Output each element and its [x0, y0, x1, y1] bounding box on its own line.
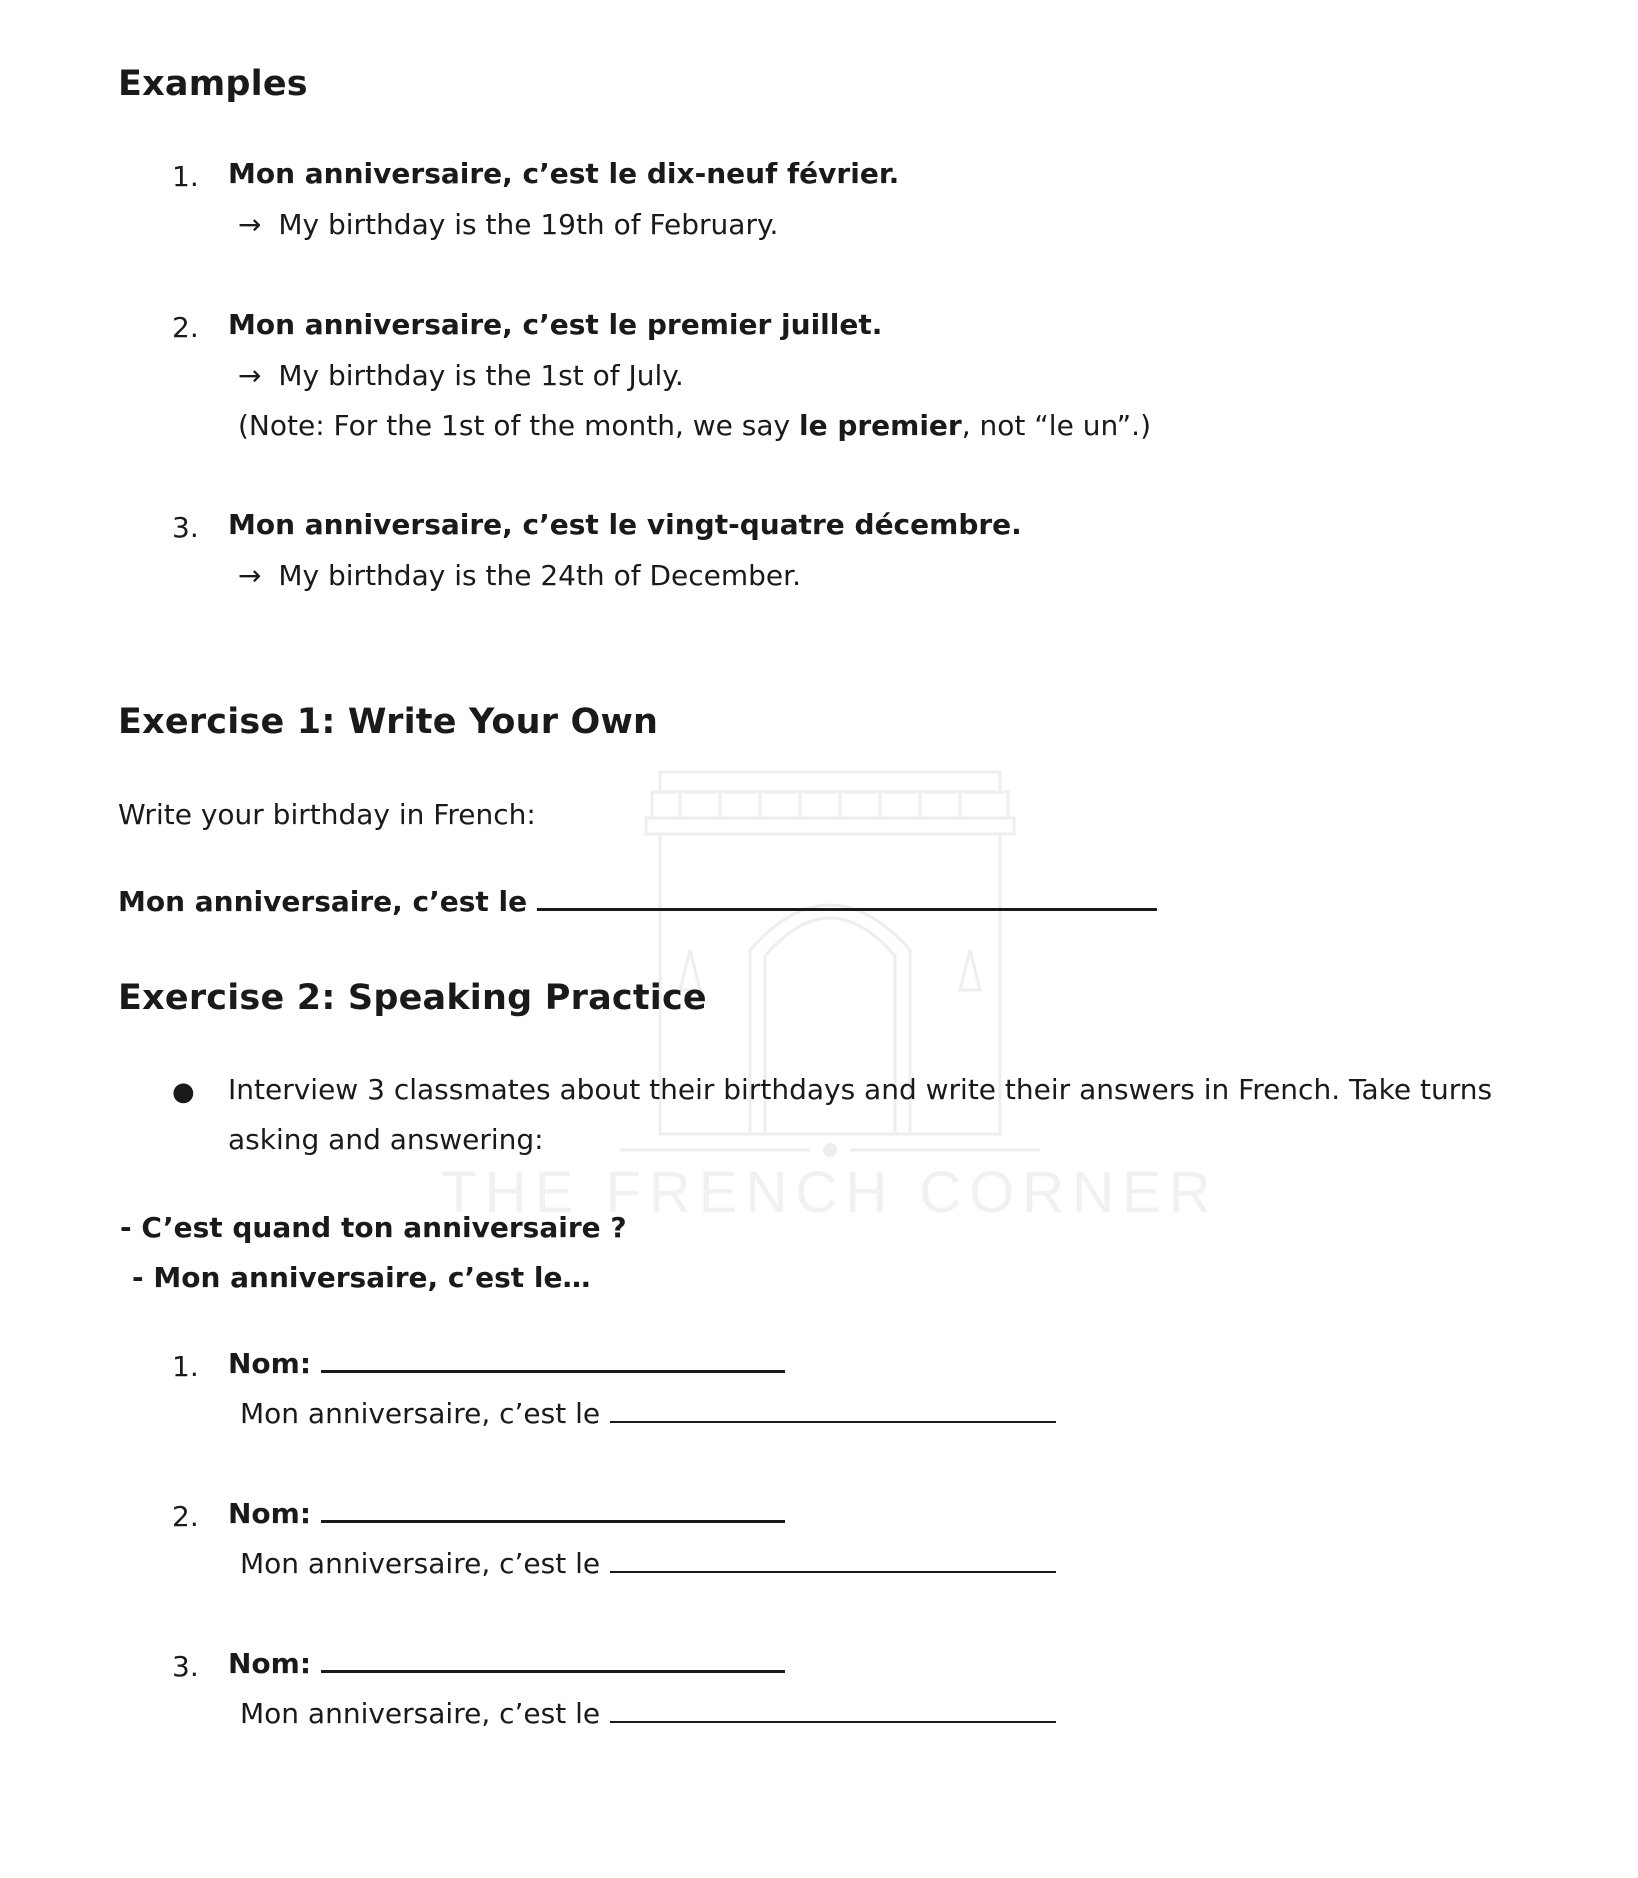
example-2-number: 2.: [172, 311, 199, 344]
exercise-1-instruction: Write your birthday in French:: [118, 798, 536, 831]
entry-2-number: 2.: [172, 1500, 199, 1533]
example-2-translation: [238, 359, 684, 392]
entry-1-nom: [228, 1347, 785, 1380]
example-2-note: [238, 409, 1151, 442]
bullet-icon: ●: [172, 1077, 195, 1107]
exercise-2-instruction-line-2: asking and answering:: [228, 1123, 544, 1156]
arrow-icon: →: [238, 559, 262, 592]
note-text-bold: le premier: [798, 409, 962, 442]
exercise-2-instruction-line-1: Interview 3 classmates about their birthdays and write their answers in French. Take turns: [228, 1073, 1493, 1106]
exercise-2-heading: Exercise 2: Speaking Practice: [118, 978, 707, 1018]
entry-1-nom-blank[interactable]: [321, 1350, 785, 1373]
entry-3-birthday: [240, 1697, 1056, 1730]
example-3-number: 3.: [172, 511, 199, 544]
entry-2-nom: [228, 1497, 785, 1530]
nom-label: Nom:: [228, 1497, 312, 1530]
note-text-after: , not “le un”.): [961, 409, 1151, 442]
birthday-prompt: Mon anniversaire, c’est le: [240, 1397, 601, 1430]
exercise-1-prompt: Mon anniversaire, c’est le: [118, 885, 528, 918]
entry-3-number: 3.: [172, 1650, 199, 1683]
birthday-prompt: Mon anniversaire, c’est le: [240, 1697, 601, 1730]
example-3-french: Mon anniversaire, c’est le vingt-quatre décembre.: [228, 508, 1022, 541]
examples-heading: Examples: [118, 64, 308, 104]
birthday-prompt: Mon anniversaire, c’est le: [240, 1547, 601, 1580]
example-1-translation: [238, 208, 778, 241]
example-3-translation: [238, 559, 801, 592]
entry-3-nom-blank[interactable]: [321, 1650, 785, 1673]
nom-label: Nom:: [228, 1647, 312, 1680]
arrow-icon: →: [238, 359, 262, 392]
example-3-english: My birthday is the 24th of December.: [278, 559, 801, 592]
dialogue-question: - C’est quand ton anniversaire ?: [120, 1211, 627, 1244]
entry-3-nom: [228, 1647, 785, 1680]
arrow-icon: →: [238, 208, 262, 241]
example-1-number: 1.: [172, 160, 199, 193]
example-1-english: My birthday is the 19th of February.: [278, 208, 779, 241]
entry-1-number: 1.: [172, 1350, 199, 1383]
entry-2-birthday-blank[interactable]: [610, 1551, 1056, 1573]
example-2-english: My birthday is the 1st of July.: [278, 359, 684, 392]
nom-label: Nom:: [228, 1347, 312, 1380]
entry-3-birthday-blank[interactable]: [610, 1701, 1056, 1723]
entry-1-birthday-blank[interactable]: [610, 1401, 1056, 1423]
entry-1-birthday: [240, 1397, 1056, 1430]
exercise-1-heading: Exercise 1: Write Your Own: [118, 702, 659, 742]
entry-2-birthday: [240, 1547, 1056, 1580]
dialogue-answer: - Mon anniversaire, c’est le…: [132, 1261, 591, 1294]
entry-2-nom-blank[interactable]: [321, 1500, 785, 1523]
note-text-before: (Note: For the 1st of the month, we say: [238, 409, 799, 442]
watermark-text: THE FRENCH CORNER: [441, 1160, 1219, 1220]
exercise-1-answer-line: [118, 885, 1157, 918]
example-1-french: Mon anniversaire, c’est le dix-neuf février.: [228, 157, 900, 190]
exercise-1-blank[interactable]: [537, 888, 1157, 911]
example-2-french: Mon anniversaire, c’est le premier juillet.: [228, 308, 883, 341]
